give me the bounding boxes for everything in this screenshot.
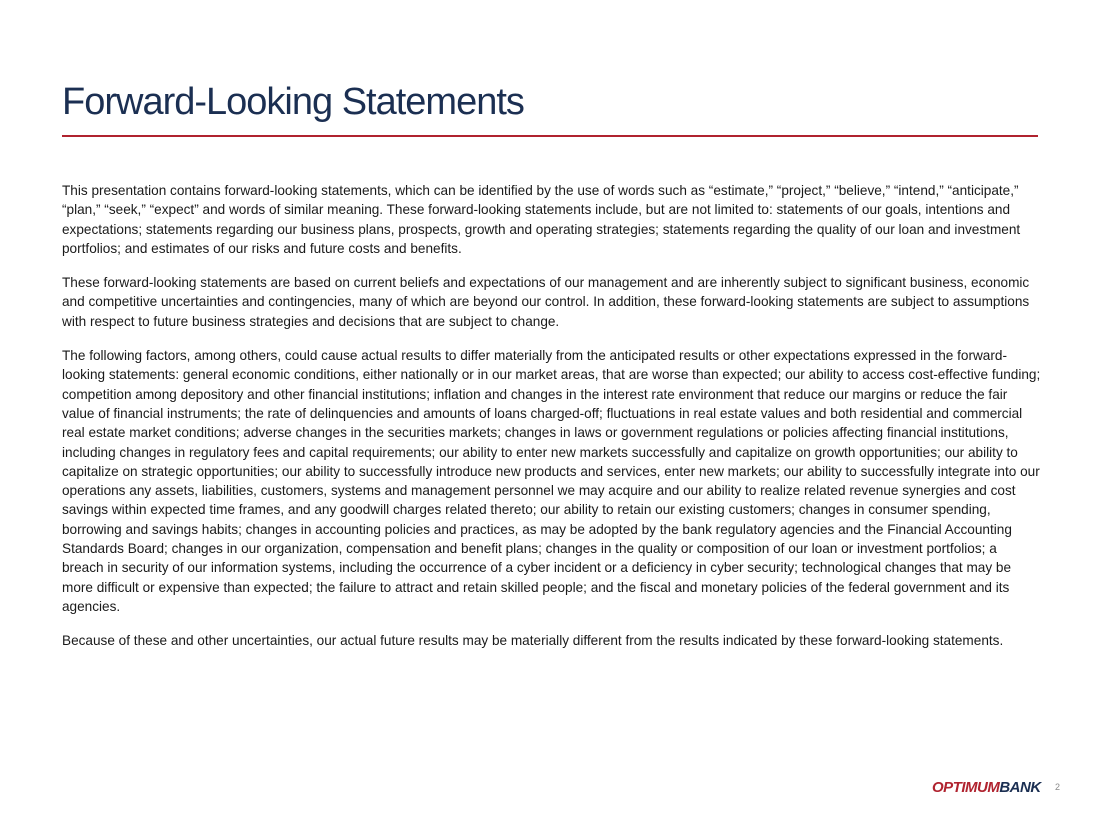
slide-title: Forward-Looking Statements (62, 81, 524, 123)
logo-word-optimum: OPTIMUM (932, 779, 1000, 796)
optimum-bank-logo (932, 779, 1041, 797)
slide-body (62, 181, 1042, 666)
title-divider (62, 135, 1038, 137)
paragraph-intro: This presentation contains forward-looking statements, which can be identified by the use of words such as “estimate,” “project,” “believe,” “intend,” “anticipate,” “plan,” “seek,” “expect” and words of similar meaning. These forward-looking statements include, but are not limited to: statements of our goals, intentions and expectations; statements regarding our business plans, prospects, growth and operating strategies; statements regarding the quality of our loan and investment portfolios; and estimates of our risks and future costs and benefits. (62, 183, 1021, 256)
logo-word-bank: BANK (999, 779, 1041, 796)
paragraph-factors: The following factors, among others, could cause actual results to differ materially from the anticipated results or other expectations expressed in the forward-looking statements: general economic conditions, either nationally or in our market areas, that are worse than expected; our ability to access cost-effective funding; competition among depository and other financial institutions; inflation and changes in the interest rate environment that reduce our margins or reduce the fair value of financial instruments; the rate of delinquencies and amounts of loans charged-off; fluctuations in real estate values and both residential and commercial real estate market conditions; adverse changes in the securities markets; changes in laws or government regulations or policies affecting financial institutions, including changes in regulatory fees and capital requirements; our ability to enter new markets successfully and capitalize on growth opportunities; our ability to capitalize on strategic opportunities; our ability to successfully introduce new products and services, enter new markets; our ability to successfully integrate into our operations any assets, liabilities, customers, systems and management personnel we may acquire and our ability to realize related revenue synergies and cost savings within expected time frames, and any goodwill charges related thereto; our ability to retain our existing customers; changes in consumer spending, borrowing and savings habits; changes in accounting policies and practices, as may be adopted by the bank regulatory agencies and the Financial Accounting Standards Board; changes in our organization, compensation and benefit plans; changes in the quality or composition of our loan or investment portfolios; a breach in security of our information systems, including the occurrence of a cyber incident or a deficiency in cyber security; technological changes that may be more difficult or expensive than expected; the failure to attract and retain skilled people; and the fiscal and monetary policies of the federal government and its agencies. (62, 348, 1041, 614)
paragraph-beliefs: These forward-looking statements are based on current beliefs and expectations of our management and are inherently subject to significant business, economic and competitive uncertainties and contingencies, many of which are beyond our control. In addition, these forward-looking statements are subject to assumptions with respect to future business strategies and decisions that are subject to change. (62, 275, 1030, 329)
paragraph-conclusion: Because of these and other uncertainties, our actual future results may be materially different from the results indicated by these forward-looking statements. (62, 633, 1004, 649)
page-number: 2 (1055, 782, 1061, 792)
